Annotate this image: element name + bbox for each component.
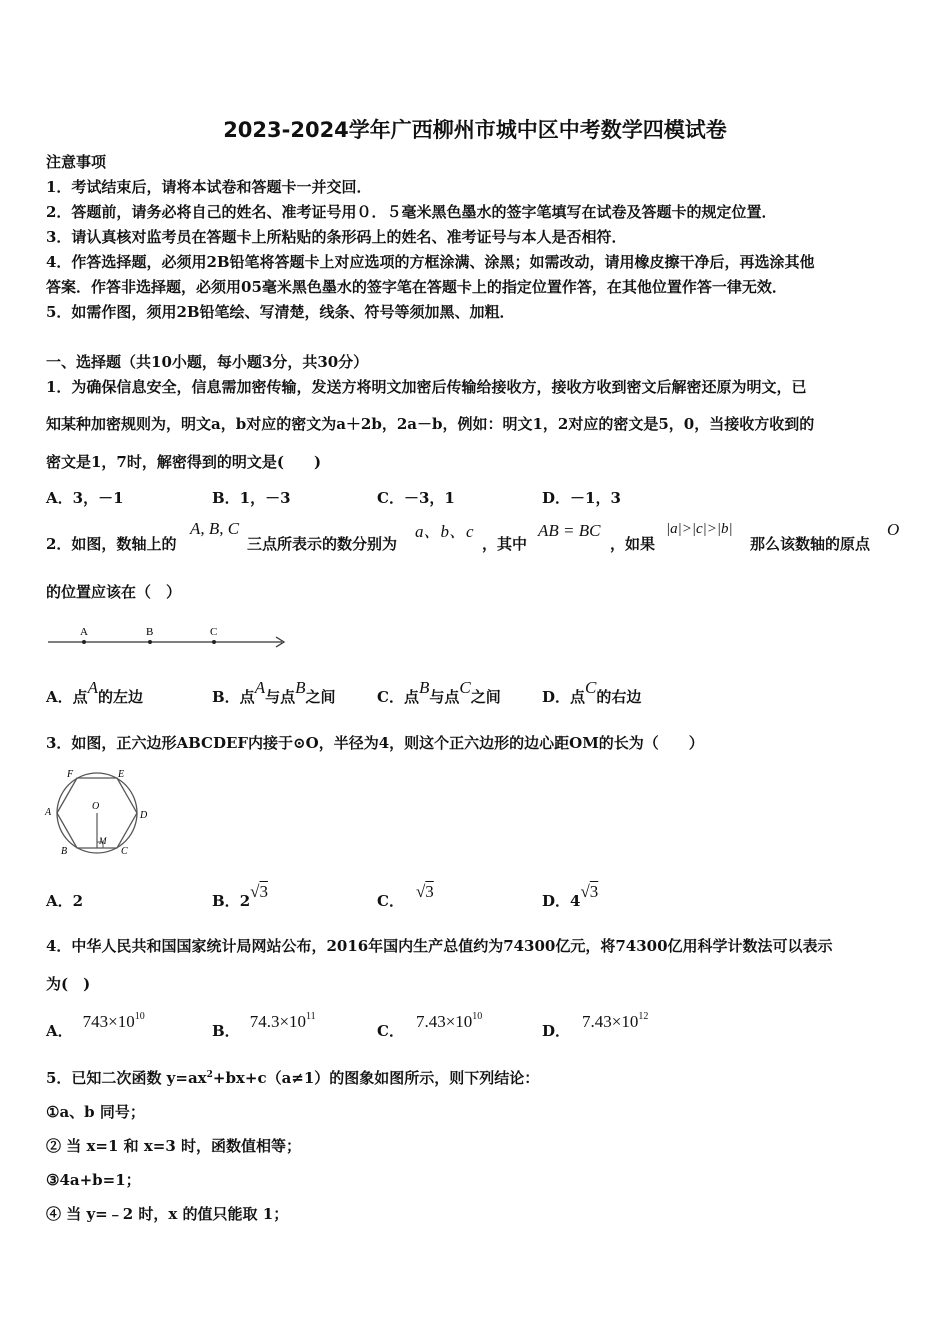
q5-statement: ② 当 x=1 和 x=3 时，函数值相等；	[46, 1137, 302, 1155]
q2-math-points: A, B, C	[190, 519, 240, 538]
q1-option-d: D．－1，3	[542, 489, 621, 507]
q5-statement: ①a、b 同号；	[46, 1103, 145, 1121]
q2-text-part: 三点所表示的数分别为	[247, 535, 398, 553]
q3-text: 3．如图，正六边形ABCDEF内接于⊙O，半径为4，则这个正六边形的边心距OM的长为（ ）	[46, 734, 704, 752]
q3-option-d: D．4√3	[542, 882, 599, 910]
q4-option-c: C． $7.43\times 10^{10}$	[377, 1011, 483, 1040]
point-a-dot	[82, 640, 86, 644]
q1-text-line: 密文是1，7时，解密得到的明文是( )	[46, 453, 322, 471]
vertex-f-label: F	[67, 769, 74, 780]
vertex-b-label: B	[61, 846, 68, 857]
q1-option-c: C．－3，1	[377, 489, 455, 507]
q1-option-a: A．3，－1	[46, 489, 124, 507]
q4-option-a: A． $743\times 10^{10}$	[46, 1011, 145, 1040]
q4-option-b: B． $74.3\times 10^{11}$	[212, 1011, 316, 1040]
radical-sign-icon: √	[415, 882, 426, 901]
notice-item: 3．请认真核对监考员在答题卡上所粘贴的条形码上的姓名、准考证号与本人是否相符．	[46, 228, 627, 246]
q5-text-line: 5．已知二次函数 $y=ax^2+bx+c(a\ne 1)$的图象如图所示，则下列结论：	[46, 1069, 540, 1087]
notice-item: 4．作答选择题，必须用2B铅笔将答题卡上对应选项的方框涂满、涂黑；如需改动，请用橡皮擦干净后，再选涂其他	[46, 253, 815, 271]
q5-statement: ④ 当 y=﹣2 时，x 的值只能取 1；	[46, 1205, 289, 1223]
radical-sign-icon: √	[580, 882, 590, 901]
q2-text-part: 那么该数轴的原点	[750, 535, 871, 553]
q2-math-values: a、b、c	[415, 522, 474, 541]
vertex-a-label: A	[45, 807, 52, 818]
q4-option-d: D． $7.43\times 10^{12}$	[542, 1011, 649, 1040]
q2-option-b: B．点A与点B之间	[212, 678, 336, 706]
notice-item: 1．考试结束后，请将本试卷和答题卡一并交回．	[46, 178, 372, 196]
q2-option-c: C．点B与点C之间	[377, 678, 501, 706]
q2-text-part: ，如果	[610, 535, 656, 553]
q2-option-a: A．点A的左边	[46, 678, 144, 706]
point-b-label: B	[146, 626, 154, 638]
q4-text-line: 4．中华人民共和国国家统计局网站公布，2016年国内生产总值约为74300亿元，将74300亿用科学计数法可以表示	[46, 937, 833, 955]
hexagon-circle-figure	[40, 766, 155, 858]
notice-item: 2．答题前，请务必将自己的姓名、准考证号用０．５毫米黑色墨水的签字笔填写在试卷及答题卡的规定位置．	[46, 203, 777, 221]
vertex-c-label: C	[121, 846, 128, 857]
q4-text-line: 为( )	[46, 975, 91, 993]
q1-text-line: 知某种加密规则为，明文a，b对应的密文为a＋2b，2a－b，例如：明文1，2对应的密文是5，0，当接收方收到的	[46, 415, 815, 433]
number-line-figure	[44, 622, 294, 654]
q3-option-b: B．2√3	[212, 882, 268, 910]
center-o-label: O	[92, 801, 100, 812]
radical-sign-icon: √	[250, 882, 260, 901]
vertex-d-label: D	[140, 810, 148, 821]
q2-math-origin: O	[887, 520, 900, 539]
q2-math-equal: AB = BC	[538, 521, 601, 540]
point-b-dot	[148, 640, 152, 644]
section-heading: 一、选择题（共10小题，每小题3分，共30分）	[46, 353, 369, 371]
point-c-label: C	[210, 626, 218, 638]
notice-heading: 注意事项	[46, 153, 107, 171]
notice-item: 答案．作答非选择题，必须用05毫米黑色墨水的签字笔在答题卡上的指定位置作答，在其他位置作答一律无效．	[46, 278, 787, 296]
q2-math-abs: |a|>|c|>|b|	[666, 521, 733, 537]
point-c-dot	[212, 640, 216, 644]
q3-option-c: C． √3	[377, 882, 434, 910]
q2-text-part: ，其中	[482, 535, 528, 553]
q5-statement: ③4a+b=1；	[46, 1171, 141, 1189]
q2-text-line: 的位置应该在（ ）	[46, 583, 182, 601]
foot-m-label: M	[99, 836, 107, 846]
vertex-e-label: E	[118, 769, 125, 780]
notice-item: 5．如需作图，须用2B铅笔绘、写清楚，线条、符号等须加黑、加粗．	[46, 303, 515, 321]
q3-option-a: A．2	[46, 892, 84, 910]
point-a-label: A	[80, 626, 88, 638]
page-title: 2023-2024学年广西柳州市城中区中考数学四模试卷	[223, 118, 727, 142]
q1-text-line: 1．为确保信息安全，信息需加密传输，发送方将明文加密后传输给接收方，接收方收到密文后解密还原为明文，已	[46, 378, 807, 396]
q1-option-b: B．1，－3	[212, 489, 291, 507]
q2-option-d: D．点C的右边	[542, 678, 642, 706]
q2-text-part: 2．如图，数轴上的	[46, 535, 177, 553]
